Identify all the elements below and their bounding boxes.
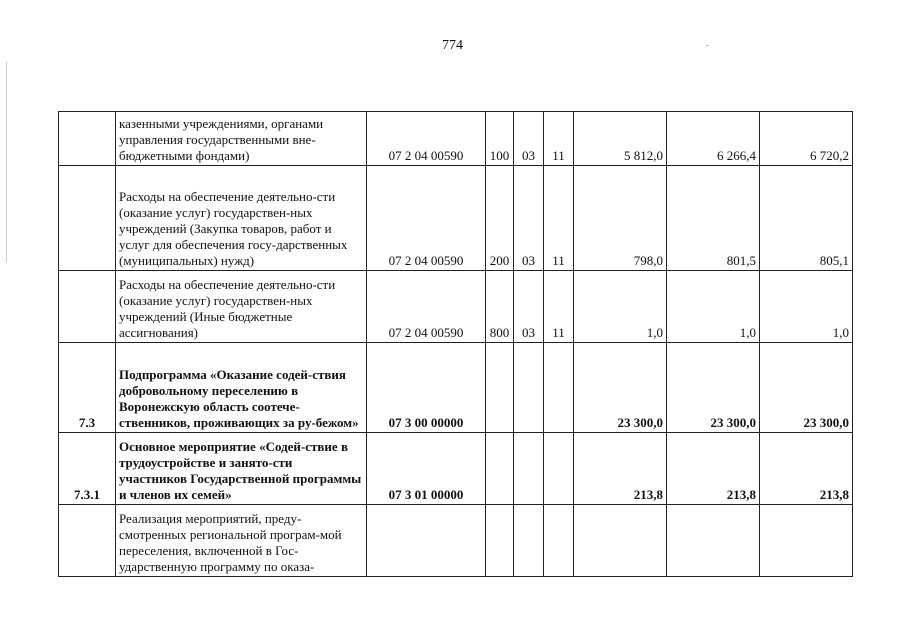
- row-section: 03: [514, 166, 544, 271]
- row-number: [59, 166, 116, 271]
- row-number: [59, 505, 116, 577]
- row-code: 07 2 04 00590: [367, 271, 486, 343]
- table-row: [59, 271, 853, 343]
- row-name: Расходы на обеспечение деятельно-сти (оказание услуг) государствен-ных учреждений (Иные бюджетные ассигнования): [116, 271, 367, 343]
- row-value-year1: [574, 505, 667, 577]
- table-row: [59, 433, 853, 505]
- row-expense-type: 100: [486, 112, 514, 166]
- row-subsection: [544, 505, 574, 577]
- scan-margin-line: [6, 62, 7, 262]
- row-expense-type: 800: [486, 271, 514, 343]
- row-value-year2: [667, 505, 760, 577]
- row-subsection: 11: [544, 112, 574, 166]
- row-number: [59, 112, 116, 166]
- row-section: [514, 433, 544, 505]
- row-number: 7.3: [59, 343, 116, 433]
- row-code: 07 2 04 00590: [367, 112, 486, 166]
- row-code: 07 3 01 00000: [367, 433, 486, 505]
- row-expense-type: [486, 343, 514, 433]
- row-name: Расходы на обеспечение деятельно-сти (оказание услуг) государствен-ных учреждений (Закупка товаров, работ и услуг для обеспечения госу-дарственных (муниципальных) нужд): [116, 166, 367, 271]
- row-section: [514, 343, 544, 433]
- row-value-year3: 213,8: [760, 433, 853, 505]
- row-value-year2: 23 300,0: [667, 343, 760, 433]
- row-value-year1: 5 812,0: [574, 112, 667, 166]
- row-number: [59, 271, 116, 343]
- table-row: [59, 505, 853, 577]
- table-row: [59, 166, 853, 271]
- row-code: 07 3 00 00000: [367, 343, 486, 433]
- row-value-year1: 798,0: [574, 166, 667, 271]
- row-value-year3: [760, 505, 853, 577]
- row-name: Подпрограмма «Оказание содей-ствия добровольному переселению в Воронежскую область соотече-ственников, проживающих за ру-бежом»: [116, 343, 367, 433]
- row-value-year3: 6 720,2: [760, 112, 853, 166]
- row-value-year3: 805,1: [760, 166, 853, 271]
- row-name: Основное мероприятие «Содей-ствие в трудоустройстве и занято-сти участников Государственной программы и членов их семей»: [116, 433, 367, 505]
- row-value-year2: 1,0: [667, 271, 760, 343]
- row-code: [367, 505, 486, 577]
- row-value-year3: 1,0: [760, 271, 853, 343]
- row-section: 03: [514, 271, 544, 343]
- table-row: [59, 112, 853, 166]
- row-subsection: [544, 433, 574, 505]
- row-value-year1: 23 300,0: [574, 343, 667, 433]
- row-section: [514, 505, 544, 577]
- row-value-year2: 801,5: [667, 166, 760, 271]
- row-subsection: [544, 343, 574, 433]
- row-number: 7.3.1: [59, 433, 116, 505]
- row-code: 07 2 04 00590: [367, 166, 486, 271]
- row-name: казенными учреждениями, органами управления государственными вне-бюджетными фондами): [116, 112, 367, 166]
- scan-speck: [706, 45, 709, 46]
- row-value-year3: 23 300,0: [760, 343, 853, 433]
- row-value-year2: 6 266,4: [667, 112, 760, 166]
- table-row: [59, 343, 853, 433]
- row-expense-type: 200: [486, 166, 514, 271]
- row-section: 03: [514, 112, 544, 166]
- row-subsection: 11: [544, 166, 574, 271]
- row-expense-type: [486, 505, 514, 577]
- row-expense-type: [486, 433, 514, 505]
- row-value-year2: 213,8: [667, 433, 760, 505]
- page-number: 774: [442, 38, 463, 53]
- budget-table: [58, 111, 853, 577]
- row-value-year1: 213,8: [574, 433, 667, 505]
- row-value-year1: 1,0: [574, 271, 667, 343]
- row-subsection: 11: [544, 271, 574, 343]
- row-name: Реализация мероприятий, преду-смотренных региональной програм-мой переселения, включенной в Гос-ударственную программу по оказа-: [116, 505, 367, 577]
